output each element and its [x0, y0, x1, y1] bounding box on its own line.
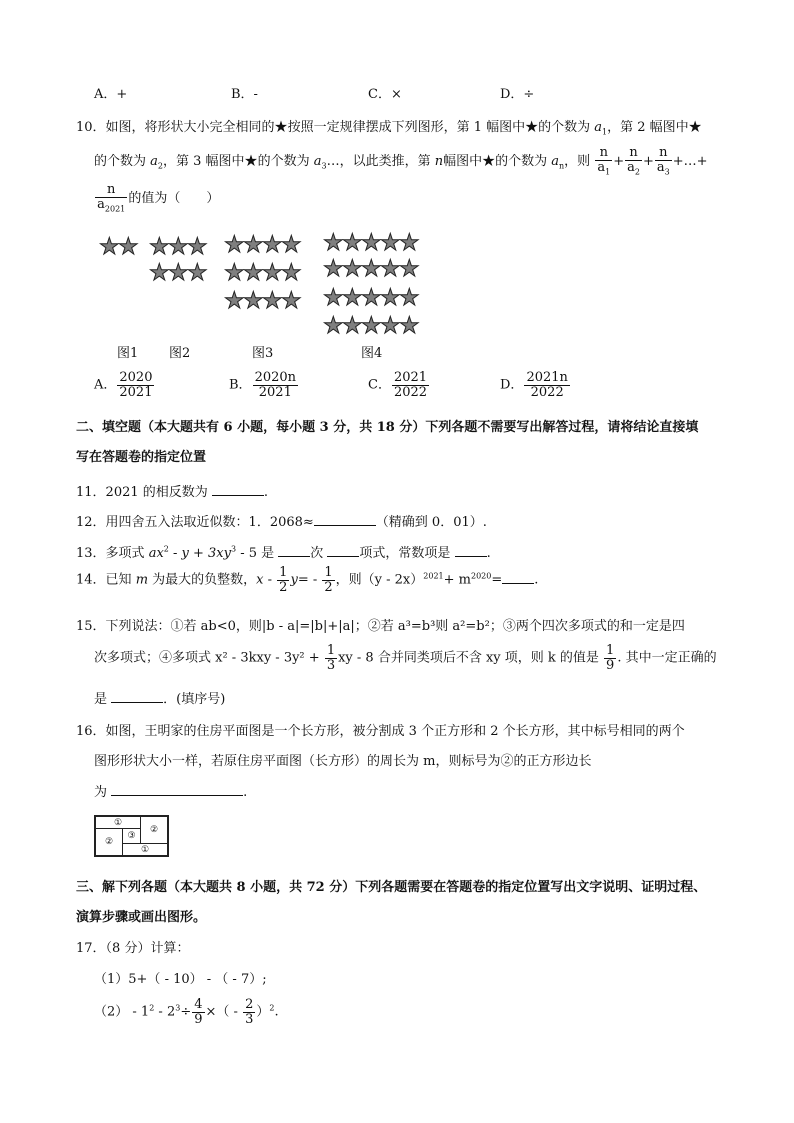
floor-plan-diagram [94, 815, 169, 857]
option-d: D．÷ [500, 87, 535, 102]
q11: 11．2021 的相反数为 . [76, 485, 269, 500]
option-b: B．- [231, 87, 258, 102]
star-icon: ★ [361, 313, 382, 339]
caption-fig2: 图2 [169, 346, 191, 361]
star-icon: ★ [224, 232, 245, 258]
q16-line1: 16．如图，王明家的住房平面图是一个长方形，被分割成 3 个正方形和 2 个长方形，其中标号相同的两个 [76, 724, 685, 739]
star-icon: ★ [262, 260, 283, 286]
star-icon: ★ [187, 260, 208, 286]
star-icon: ★ [399, 285, 420, 311]
star-icon: ★ [168, 234, 189, 260]
section2-heading-line2: 写在答题卷的指定位置 [76, 450, 207, 465]
star-icon: ★ [243, 260, 264, 286]
star-icon: ★ [243, 232, 264, 258]
star-icon: ★ [323, 256, 344, 282]
star-icon: ★ [323, 285, 344, 311]
star-icon: ★ [361, 256, 382, 282]
star-icon: ★ [149, 234, 170, 260]
star-icon: ★ [224, 260, 245, 286]
option-a: A．+ [94, 87, 128, 102]
star-icon: ★ [281, 288, 302, 314]
star-icon: ★ [399, 313, 420, 339]
q10-line3: $\frac{n}{a_{2021}}$ 的值为（ ） [94, 183, 219, 214]
q16-line3: 为 . [94, 785, 248, 800]
plan-rect-1b: ① [122, 843, 168, 856]
section2-heading-line1: 二、填空题（本大题共有 6 小题，每小题 3 分，共 18 分）下列各题不需要写出解答过程，请将结论直接填 [76, 420, 699, 435]
star-icon: ★ [380, 313, 401, 339]
section3-heading-line2: 演算步骤或画出图形。 [76, 910, 207, 925]
star-icon: ★ [342, 256, 363, 282]
star-icon: ★ [323, 230, 344, 256]
q15-line2: 次多项式；④多项式 x² - 3kxy - 3y² + $\frac{1}{3}$ xy - 8 合并同类项后不含 xy 项，则 k 的值是 $\frac{1}{9}$ . 其中一定正确的 [94, 643, 717, 673]
q15-line3: 是 ．(填序号) [94, 692, 226, 707]
q17-part2: $(2) - 1^2 - 2^3\div$ $\frac{4}{9}$ ×（ - $\frac{2}{3}$ ）$^2$. [94, 997, 279, 1027]
star-icon: ★ [243, 288, 264, 314]
star-icon: ★ [399, 230, 420, 256]
q17-title: 17．（8 分）计算： [76, 941, 190, 956]
q10-option-d: D． $\frac{2021n}{2022}$ [500, 370, 568, 400]
section3-heading-line1: 三、解下列各题（本大题共 8 小题，共 72 分）下列各题需要在答题卷的指定位置写出文字说明、证明过程、 [76, 880, 707, 895]
q10-line1: 10．如图，将形状大小完全相同的★按照一定规律摆成下列图形，第 1 幅图中★的个数为 $a_1$，第 2 幅图中★ [76, 120, 702, 137]
star-icon: ★ [281, 232, 302, 258]
star-icon: ★ [168, 260, 189, 286]
plan-square-2a: ② [95, 828, 123, 856]
option-c: C．× [368, 87, 402, 102]
q10-option-a: A． $\frac{2020}{2021}$ [94, 370, 153, 400]
star-icon: ★ [118, 234, 139, 260]
q16-line2: 图形形状大小一样，若原住房平面图（长方形）的周长为 m，则标号为②的正方形边长 [94, 754, 592, 769]
star-icon: ★ [342, 230, 363, 256]
star-icon: ★ [323, 313, 344, 339]
plan-rect-1a: ① [95, 816, 141, 829]
star-icon: ★ [399, 256, 420, 282]
q10-option-b: B． $\frac{2020n}{2021}$ [229, 370, 297, 400]
q10-option-c: C． $\frac{2021}{2022}$ [368, 370, 428, 400]
q14: 14．已知 m 为最大的负整数，x - $\frac{1}{2}$ y= - $\frac{1}{2}$ ，则$(y - 2x)^{2021}+ m^{2020}=$ . [76, 565, 539, 595]
star-icon: ★ [342, 313, 363, 339]
star-icon: ★ [187, 234, 208, 260]
star-icon: ★ [149, 260, 170, 286]
star-icon: ★ [99, 234, 120, 260]
star-icon: ★ [380, 230, 401, 256]
q15-line1: 15．下列说法：①若 ab<0，则|b - a|=|b|+|a|；②若 a³=b³则 a²=b²；③两个四次多项式的和一定是四 [76, 619, 685, 634]
star-icon: ★ [262, 232, 283, 258]
q12: 12．用四舍五入法取近似数：1．2068≈ （精确到 0．01）. [76, 515, 487, 530]
q10-line2: 的个数为 $a_2$，第 3 幅图中★的个数为 $a_3\dots$，以此类推，第 n幅图中★的个数为 $a_n$，则 $\frac{n}{a_1}$ + $\frac{n}{a_2}$ + $\frac{n}{a_3}$ +…+ [94, 145, 708, 177]
q17-part1: （1）5+（ - 10） - （ - 7）; [94, 972, 267, 987]
star-icon: ★ [342, 285, 363, 311]
plan-square-2b: ② [140, 816, 168, 844]
star-glyph: ★ [274, 120, 288, 135]
star-icon: ★ [262, 288, 283, 314]
star-icon: ★ [224, 288, 245, 314]
caption-fig3: 图3 [252, 346, 274, 361]
star-icon: ★ [361, 285, 382, 311]
caption-fig4: 图4 [361, 346, 383, 361]
caption-fig1: 图1 [117, 346, 139, 361]
star-icon: ★ [361, 230, 382, 256]
star-icon: ★ [380, 256, 401, 282]
star-icon: ★ [380, 285, 401, 311]
plan-square-3: ③ [122, 828, 141, 844]
q13: 13．多项式 $ax^2 - y + 3xy^3 - 5$ 是 次 项式，常数项是 . [76, 544, 491, 561]
star-icon: ★ [281, 260, 302, 286]
